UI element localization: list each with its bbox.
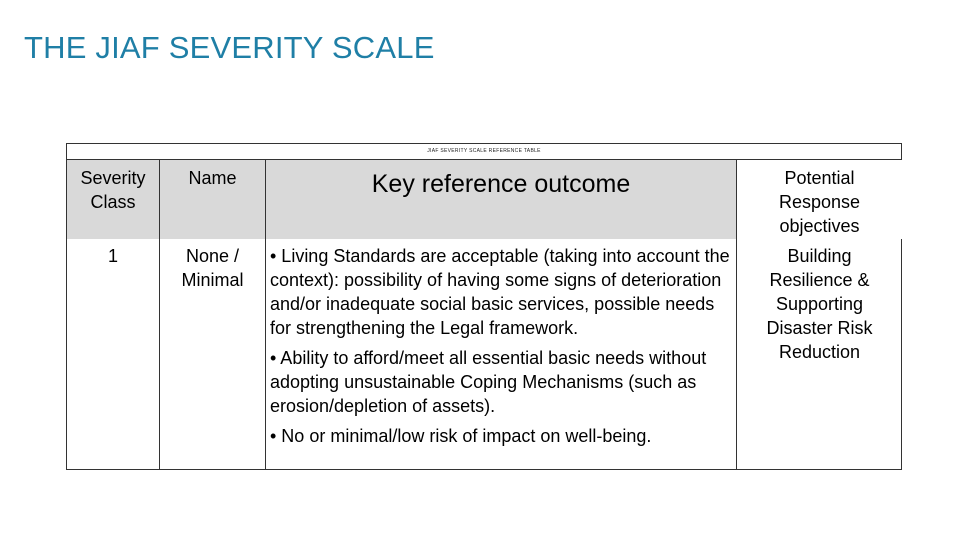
response-header: Potential Response objectives <box>778 168 861 236</box>
response-value: Building Resilience & Supporting Disaster Risk Reduction <box>766 246 873 362</box>
response-column <box>736 160 902 469</box>
key-reference-header-cell <box>266 160 736 239</box>
outcome-item: • Ability to afford/meet all essential basic needs without adopting unsustainable Coping Mechanisms (such as erosion/depletion of assets). <box>270 348 707 416</box>
severity-class-header-cell <box>67 160 159 239</box>
severity-scale-table <box>66 143 902 470</box>
table-caption: JIAF SEVERITY SCALE REFERENCE TABLE <box>67 144 901 160</box>
name-header: Name <box>188 168 237 188</box>
outcome-item: • No or minimal/low risk of impact on well-being. <box>270 426 652 446</box>
severity-class-header: Severity Class <box>80 168 146 212</box>
severity-class-column <box>67 160 160 469</box>
key-reference-column <box>266 160 736 469</box>
slide-title: THE JIAF SEVERITY SCALE <box>24 30 435 65</box>
response-header-cell <box>737 160 902 239</box>
name-value: None / Minimal <box>181 246 244 290</box>
name-column <box>160 160 266 469</box>
key-reference-header: Key reference outcome <box>371 170 631 198</box>
severity-class-value: 1 <box>107 246 118 266</box>
name-header-cell <box>160 160 265 239</box>
key-reference-outcomes <box>270 244 736 448</box>
outcome-item: • Living Standards are acceptable (taking into account the context): possibility of having some signs of deterioration and/or inadequate social basic services, possible needs for strengthening the Legal framework. <box>270 246 730 338</box>
